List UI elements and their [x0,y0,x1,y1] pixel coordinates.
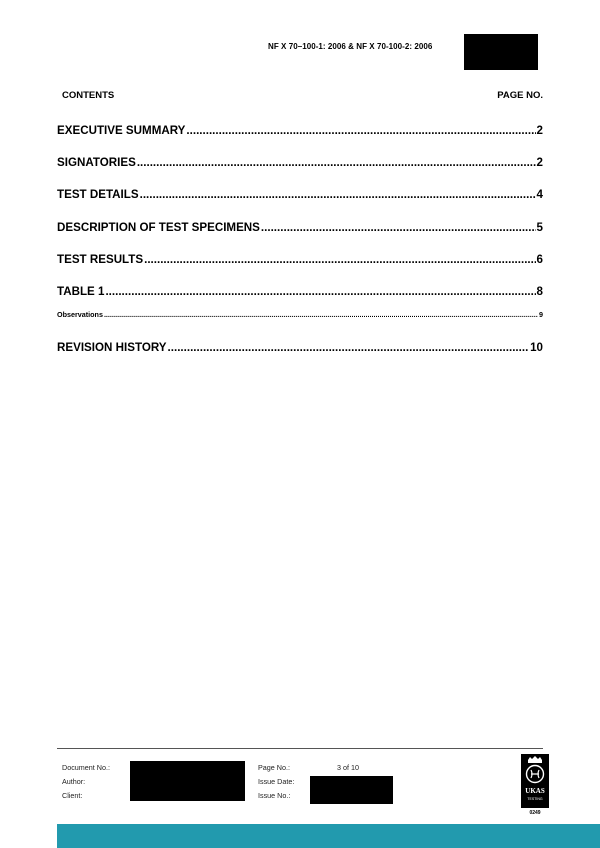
toc-entry-title: TEST RESULTS [57,253,144,266]
toc-entry-page: 2 [536,124,543,137]
footer-divider [57,748,543,749]
author-label: Author: [62,777,86,786]
toc-entry-page: 2 [536,156,543,169]
toc-leader-dots [140,188,536,201]
contents-heading: CONTENTS [62,90,115,101]
toc-leader-dots [137,156,536,169]
toc-entry-title: Observations [57,310,103,319]
toc-leader-dots [168,341,530,354]
issue-no-label: Issue No.: [258,791,291,800]
toc-entry-revision-history[interactable] [57,341,543,354]
toc-entry-page: 5 [536,221,543,234]
toc-leader-dots [105,285,535,298]
toc-leader-dots [186,124,535,137]
standard-reference: NF X 70–100-1: 2006 & NF X 70-100-2: 2006 [268,42,433,51]
toc-entry-title: DESCRIPTION OF TEST SPECIMENS [57,221,260,234]
ukas-number: 0249 [529,810,541,816]
toc-entry-title: SIGNATORIES [57,156,136,169]
toc-leader-dots [144,253,535,266]
toc-entry-observations[interactable] [57,310,543,319]
page-no-heading: PAGE NO. [497,90,543,101]
client-label: Client: [62,791,83,800]
redacted-document-author-client [130,761,245,801]
toc-entry-description-of-test-specimens[interactable] [57,221,543,234]
redacted-issue-details [310,776,393,804]
toc-entry-executive-summary[interactable] [57,124,543,137]
ukas-subtext: TESTING [527,797,543,801]
page-no-value: 3 of 10 [337,763,359,772]
toc-entry-table-1[interactable] [57,285,543,298]
toc-entry-title: TEST DETAILS [57,188,139,201]
document-no-label: Document No.: [62,763,110,772]
toc-entry-test-details[interactable] [57,188,543,201]
toc-entry-test-results[interactable] [57,253,543,266]
toc-entry-signatories[interactable] [57,156,543,169]
toc-entry-page: 6 [536,253,543,266]
toc-entry-title: REVISION HISTORY [57,341,167,354]
ukas-logo [521,754,549,808]
toc-leader-dots [104,310,538,319]
toc-entry-page: 10 [530,341,543,354]
toc-entry-page: 9 [539,310,543,319]
toc-entry-title: TABLE 1 [57,285,105,298]
footer-band [57,824,600,848]
redacted-logo [464,34,538,70]
ukas-text: UKAS [525,787,545,795]
page-no-label: Page No.: [258,763,290,772]
issue-date-label: Issue Date: [258,777,295,786]
toc-leader-dots [261,221,536,234]
toc-entry-title: EXECUTIVE SUMMARY [57,124,186,137]
toc-entry-page: 4 [536,188,543,201]
toc-entry-page: 8 [536,285,543,298]
